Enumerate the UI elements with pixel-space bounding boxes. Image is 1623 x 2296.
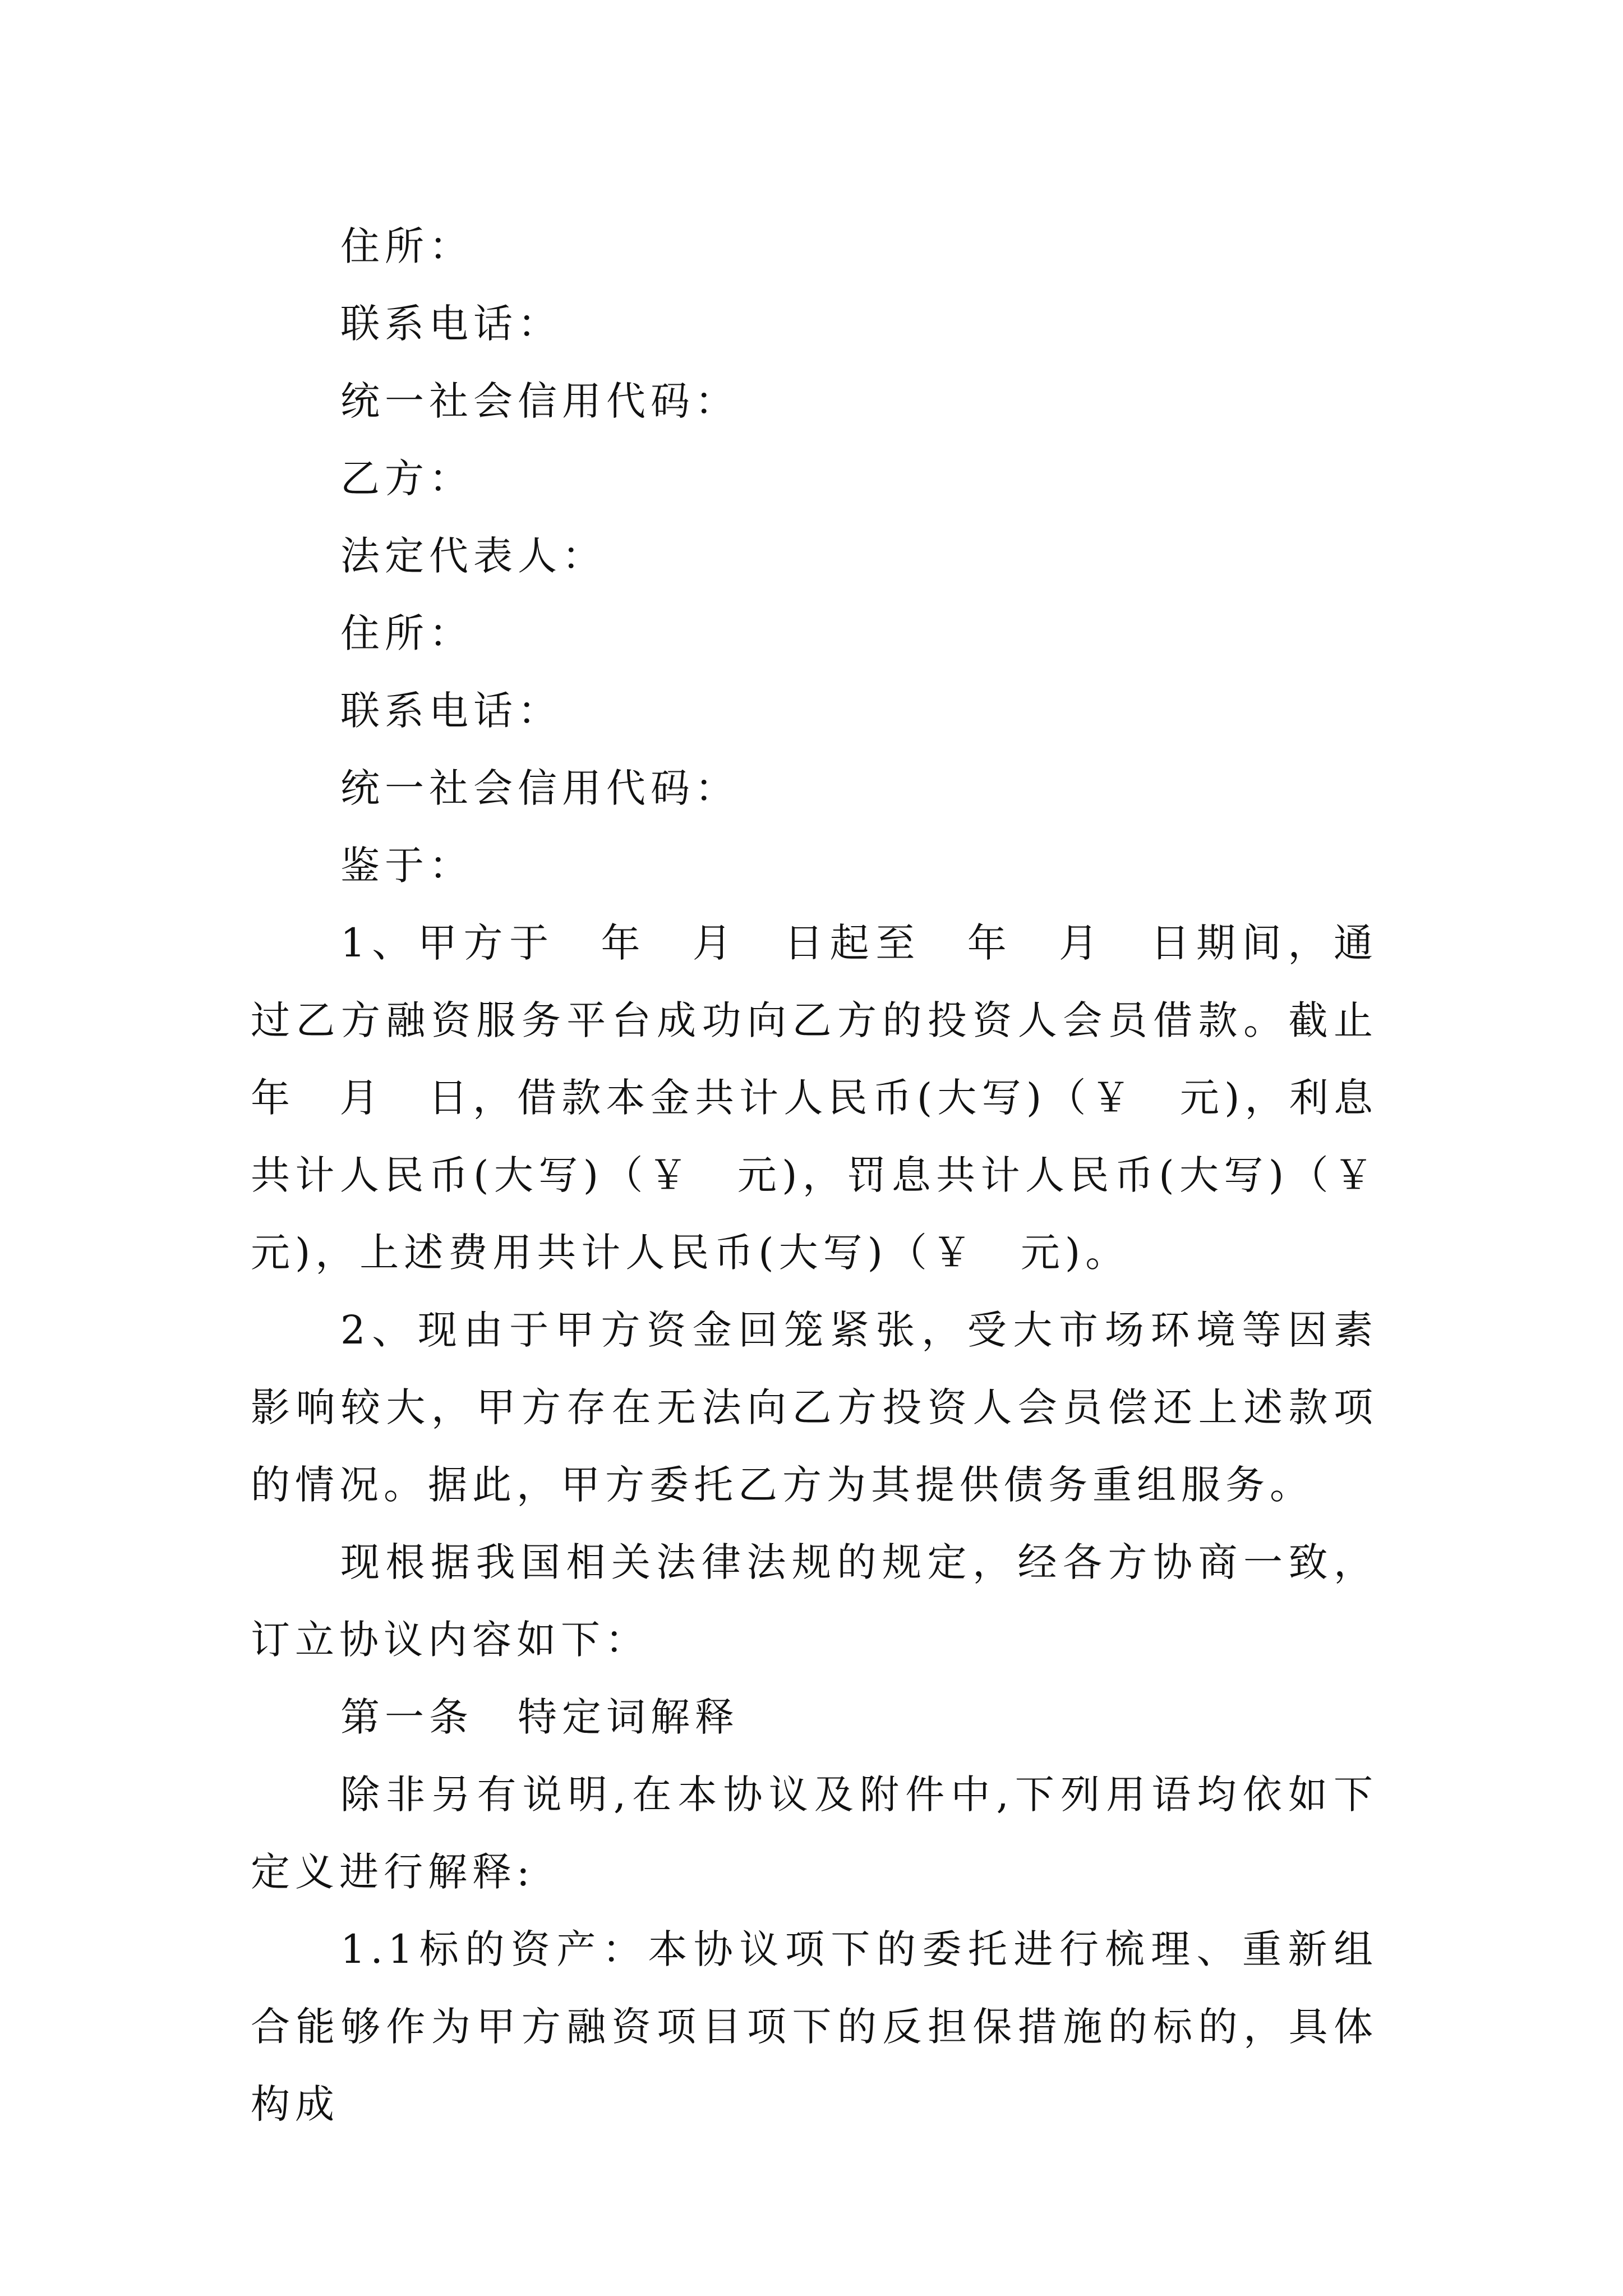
document-body (251, 208, 1422, 2143)
whereas-item-1: 1、甲方于 年 月 日起至 年 月 日期间，通过乙方融资服务平台成功向乙方的投资人会员借款。截止 年 月 日，借款本金共计人民币(大写)（￥ 元)，利息共计人民币(大写)（￥ 元)，罚息共计人民币(大写)（￥ 元)，上述费用共计人民币(大写)（￥ 元)。 (251, 920, 1422, 1276)
party-a-credit-code-label: 统一社会信用代码： (340, 378, 739, 424)
article-1-title: 第一条 特定词解释 (340, 1694, 739, 1740)
clause-1-1: 1.1标的资产：本协议项下的委托进行梳理、重新组合能够作为甲方融资项目项下的反担保措施的标的，具体构成 (251, 1926, 1378, 2127)
party-b-credit-code-label: 统一社会信用代码： (340, 765, 739, 811)
party-b-legal-rep-label: 法定代表人： (340, 533, 606, 579)
party-b-address-label: 住所： (340, 610, 473, 656)
article-1-intro: 除非另有说明,在本协议及附件中,下列用语均依如下定义进行解释: (251, 1772, 1378, 1895)
party-b-phone-label: 联系电话： (340, 688, 562, 734)
whereas-label: 鉴于： (340, 843, 473, 889)
party-a-phone-label: 联系电话： (340, 301, 562, 347)
whereas-item-2: 2、现由于甲方资金回笼紧张，受大市场环境等因素影响较大，甲方存在无法向乙方投资人会员偿还上述款项的情况。据此，甲方委托乙方为其提供债务重组服务。 (251, 1307, 1378, 1508)
preamble-paragraph: 现根据我国相关法律法规的规定，经各方协商一致，订立协议内容如下： (251, 1539, 1378, 1663)
party-b-label: 乙方： (340, 455, 473, 501)
party-a-address-label: 住所： (340, 223, 473, 269)
